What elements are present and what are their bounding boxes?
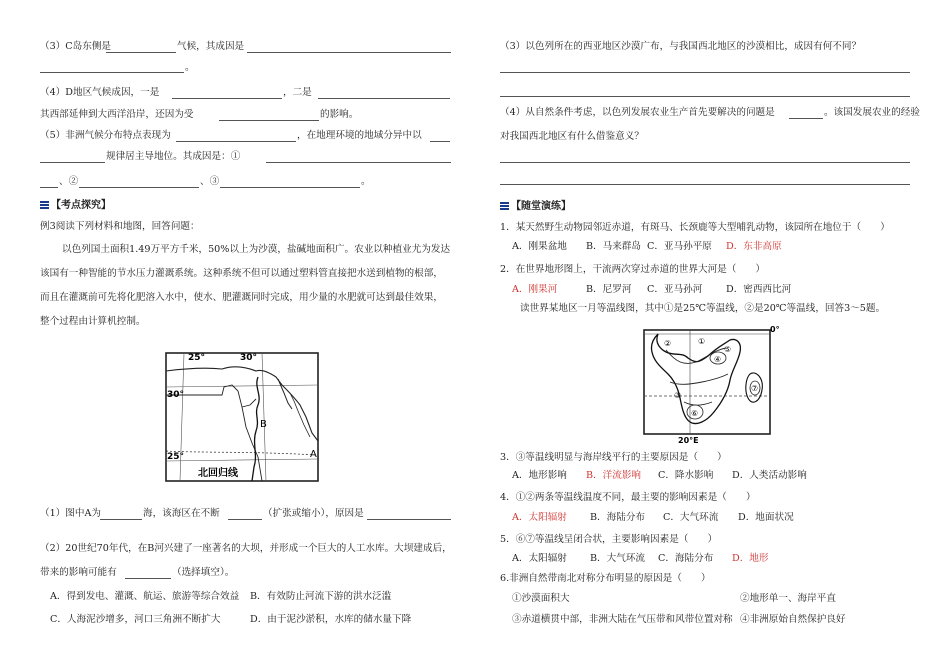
p3-option-b: B．洋流影响: [586, 470, 642, 481]
isotherm-label-1: ①: [698, 337, 706, 346]
isotherm-label-5: ⑤: [724, 345, 732, 354]
blank-line: [228, 519, 262, 520]
map-label-b: B: [260, 419, 267, 430]
map-label-equator: 0°: [770, 325, 780, 334]
r-q4-text-c: 对我国西北地区有什么借鉴意义？: [500, 131, 644, 142]
q5-text-d: 、②: [59, 176, 79, 187]
q4-text-a: （4）D地区气候成因，一是: [40, 87, 160, 98]
ex-option-b: B．有效防止河流下游的洪水泛滥: [250, 591, 392, 602]
p6-option-2: ②地形单一、海岸平直: [740, 593, 836, 604]
p3-option-c: C．降水影响: [658, 470, 714, 481]
material-line-3: 而且在灌溉前可先将化肥溶入水中，使水、肥灌溉同时完成，用少量的水肥就可达到最佳效果，: [40, 292, 443, 303]
p6-stem: 6.非洲自然带南北对称分布明显的原因是（ ）: [500, 573, 711, 584]
ex-q2-text-c: （选择填空）。: [172, 567, 235, 578]
p5-option-d: D．地形: [732, 553, 769, 564]
map-label-lat25: 25°: [167, 452, 185, 462]
ex-q2-text-a: （2）20世纪70年代，在B河兴建了一座著名的大坝，并形成一个巨大的人工水库。大坝建成后，: [40, 543, 452, 554]
p5-option-a: A．太阳辐射: [512, 553, 567, 564]
ex-q1-text-c: （扩张或缩小），原因是: [263, 508, 364, 519]
blank-line: [100, 519, 142, 520]
example-intro: 例3阅读下列材料和地图，回答问题：: [40, 221, 200, 232]
q4-text-b: ，二是: [283, 87, 312, 98]
section-title: 【考点探究】: [51, 200, 111, 211]
blank-line: [40, 162, 105, 163]
p6-option-3: ③赤道横贯中部，非洲大陆在气压带和风带位置对称: [512, 614, 733, 625]
egypt-map: [162, 347, 322, 487]
blank-line: [176, 141, 296, 142]
p4-option-d: D．地面状况: [738, 512, 794, 523]
blank-line: [430, 141, 450, 142]
blank-line: [40, 187, 58, 188]
section-title: 【随堂演练】: [511, 201, 571, 212]
ex-option-d: D．由于泥沙淤积，水库的储水量下降: [250, 614, 412, 625]
ex-option-a: A．得到发电、灌溉、航运、旅游等综合效益: [50, 591, 240, 602]
p3-option-a: A．地形影响: [512, 470, 567, 481]
material-line-4: 整个过程由计算机控制。: [40, 316, 146, 327]
blank-line: [220, 187, 360, 188]
isotherm-label-3: ③: [674, 391, 682, 400]
section-marker-icon: [500, 202, 509, 210]
q4-text-d: 的影响。: [320, 109, 359, 120]
p6-option-4: ④非洲原始自然保护良好: [740, 614, 846, 625]
p1-option-a: A．刚果盆地: [512, 241, 567, 252]
p3-option-d: D．人类活动影响: [732, 470, 807, 481]
p-intro: 读世界某地区一月等温线图，其中①是25℃等温线，②是20℃等温线，回答3～5题。: [520, 303, 886, 314]
material-line-2: 该国有一种智能的节水压力灌溉系统。这种系统不但可以通过塑料管直接把水送到植物的根部，: [40, 268, 443, 279]
q5-text-e: 、③: [200, 176, 220, 187]
blank-line: [79, 187, 199, 188]
section-header-kaodian: [40, 200, 111, 212]
p2-stem: 2．在世界地形图上，干流两次穿过赤道的世界大河是（ ）: [500, 264, 766, 275]
material-line-1: 以色列国土面积1.49万平方千米，50%以上为沙漠，盐碱地面积广。农业以种植业尤为发达: [62, 244, 451, 255]
p2-option-a: A．刚果河: [512, 284, 558, 295]
p5-stem: 5．⑥⑦等温线呈闭合状，主要影响因素是（ ）: [500, 534, 718, 545]
answer-line: [500, 96, 910, 97]
ex-q1-text-a: （1）图中A为: [40, 508, 102, 519]
answer-line: [500, 184, 910, 185]
answer-line: [500, 162, 910, 163]
isotherm-label-7: ⑦: [751, 384, 759, 393]
section-header-suitang: [500, 201, 571, 213]
blank-line: [247, 52, 451, 53]
blank-line: [318, 98, 450, 99]
p2-option-d: D．密西西比河: [726, 284, 792, 295]
p5-option-b: B．大气环流: [590, 553, 646, 564]
map-label-lon25: 25°: [188, 353, 206, 363]
p1-stem: 1．某天然野生动物园邻近赤道，有斑马、长颈鹿等大型哺乳动物，该园所在地位于（ ）: [500, 222, 890, 233]
blank-line: [219, 120, 319, 121]
blank-line: [172, 98, 282, 99]
r-q4-text-a: （4）从自然条件考虑，以色列发展农业生产首先要解决的问题是: [500, 107, 775, 118]
map-label-lon30: 30°: [240, 353, 258, 363]
blank-line: [125, 578, 171, 579]
p4-stem: 4．①②两条等温线温度不同，最主要的影响因素是（ ）: [500, 492, 756, 503]
blank-line: [40, 72, 184, 73]
isotherm-label-4: ④: [714, 355, 722, 364]
p4-option-b: B．海陆分布: [590, 512, 646, 523]
q4-text-c: 其西部延伸到大西洋沿岸，还因为受: [40, 109, 194, 120]
p6-option-1: ①沙漠面积大: [512, 593, 570, 604]
q5-end: 。: [361, 176, 371, 187]
q5-text-a: （5）非洲气候分布特点表现为: [40, 130, 171, 141]
p2-option-b: B．尼罗河: [586, 284, 632, 295]
p1-option-c: C．亚马孙平原: [647, 241, 712, 252]
ex-option-c: C．人海泥沙增多，河口三角洲不断扩大: [50, 614, 221, 625]
blank-line: [106, 52, 176, 53]
map-label-a: A: [310, 449, 317, 460]
map-label-lat30: 30°: [167, 390, 185, 400]
ex-q2-text-b: 带来的影响可能有: [40, 567, 117, 578]
blank-line: [367, 519, 451, 520]
p3-stem: 3．③等温线明显与海岸线平行的主要原因是（ ）: [500, 452, 727, 463]
section-marker-icon: [40, 201, 49, 209]
r-q3-text: （3）以色列所在的西亚地区沙漠广布，与我国西北地区的沙漠相比，成因有何不同？: [500, 41, 862, 52]
isotherm-label-6: ⑥: [691, 409, 699, 418]
answer-line: [500, 72, 910, 73]
africa-isotherm-map: [640, 322, 780, 444]
q5-text-b: ，在地理环境的地域分异中以: [297, 130, 422, 141]
ex-q1-text-b: 海，该海区在不断: [143, 508, 220, 519]
map-label-tropic: 北回归线: [198, 468, 238, 479]
map-label-lon20e: 20°E: [678, 436, 699, 444]
blank-line: [789, 118, 823, 119]
q3-text-a: （3）C岛东侧是: [40, 41, 112, 52]
p2-option-c: C．亚马孙河: [647, 284, 703, 295]
isotherm-label-2: ②: [664, 339, 672, 348]
p1-option-b: B．马来群岛: [586, 241, 642, 252]
r-q4-text-b: 。该国发展农业的经验: [824, 107, 920, 118]
p4-option-c: C．大气环流: [663, 512, 719, 523]
p5-option-c: C．海陆分布: [658, 553, 714, 564]
blank-line: [266, 162, 451, 163]
q3-text-b: 气候，其成因是: [177, 41, 245, 52]
q3-end: 。: [185, 62, 195, 73]
p4-option-a: A．太阳辐射: [512, 512, 567, 523]
q5-text-c: 规律居主导地位。其成因是：①: [106, 151, 241, 162]
p1-option-d: D．东非高原: [726, 241, 782, 252]
